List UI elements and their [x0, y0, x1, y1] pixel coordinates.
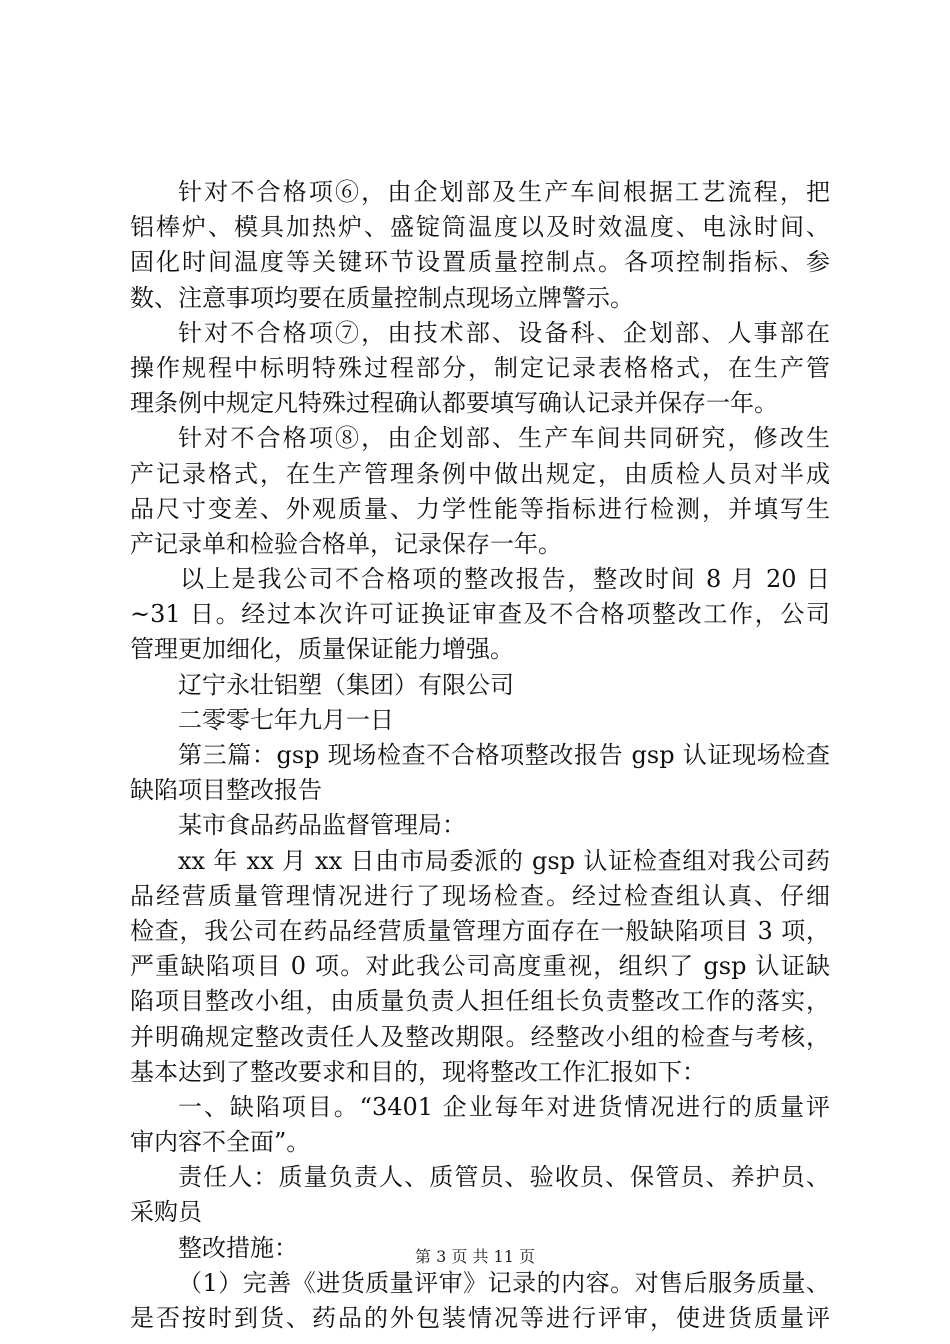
page-number-footer: 第 3 页 共 11 页 — [415, 1247, 535, 1266]
text-line: ~31 日。经过本次许可证换证审查及不合格项整改工作，公司 — [130, 600, 830, 629]
text-line: 采购员 — [130, 1198, 202, 1227]
text-line: 检查，我公司在药品经营质量管理方面存在一般缺陷项目 3 项， — [130, 916, 830, 945]
text-line: 责任人：质量负责人、质管员、验收员、保管员、养护员、 — [178, 1163, 830, 1192]
text-line: 一、缺陷项目。“3401 企业每年对进货情况进行的质量评 — [178, 1092, 830, 1121]
section-heading: 第三篇：gsp 现场检查不合格项整改报告 gsp 认证现场检查 — [178, 741, 830, 769]
text-line: 管理更加细化，质量保证能力增强。 — [130, 635, 514, 664]
text-line: 理条例中规定凡特殊过程确认都要填写确认记录并保存一年。 — [130, 389, 778, 418]
text-line: 严重缺陷项目 0 项。对此我公司高度重视，组织了 gsp 认证缺 — [130, 952, 830, 981]
text-line: xx 年 xx 月 xx 日由市局委派的 gsp 认证检查组对我公司药 — [178, 846, 830, 875]
text-line: 针对不合格项⑦，由技术部、设备科、企划部、人事部在 — [178, 318, 830, 347]
signature-date: 二零零七年九月一日 — [178, 705, 394, 734]
text-line: 审内容不全面”。 — [130, 1128, 311, 1157]
text-line: 针对不合格项⑧，由企划部、生产车间共同研究，修改生 — [178, 424, 830, 453]
text-line: 铝棒炉、模具加热炉、盛锭筒温度以及时效温度、电泳时间、 — [130, 213, 830, 242]
text-line: 固化时间温度等关键环节设置质量控制点。各项控制指标、参 — [130, 248, 830, 277]
text-line: 针对不合格项⑥，由企划部及生产车间根据工艺流程，把 — [178, 178, 830, 206]
text-line: 数、注意事项均要在质量控制点现场立牌警示。 — [130, 283, 634, 312]
text-line: 整改措施： — [178, 1233, 298, 1262]
text-line: 并明确规定整改责任人及整改期限。经整改小组的检查与考核， — [130, 1022, 830, 1051]
text-line: 操作规程中标明特殊过程部分，制定记录表格格式，在生产管 — [130, 353, 830, 382]
text-line: 品经营质量管理情况进行了现场检查。经过检查组认真、仔细 — [130, 881, 830, 910]
section-heading-continued: 缺陷项目整改报告 — [130, 776, 322, 805]
document-body — [130, 175, 830, 1336]
text-line: 以上是我公司不合格项的整改报告，整改时间 8 月 20 日 — [180, 565, 830, 594]
text-line: 产记录格式，在生产管理条例中做出规定，由质检人员对半成 — [130, 459, 830, 488]
text-line: 陷项目整改小组，由质量负责人担任组长负责整改工作的落实， — [130, 987, 830, 1016]
text-line: 基本达到了整改要求和目的，现将整改工作汇报如下： — [130, 1057, 706, 1086]
text-line: 产记录单和检验合格单，记录保存一年。 — [130, 529, 562, 558]
text-line: 品尺寸变差、外观质量、力学性能等指标进行检测，并填写生 — [130, 494, 830, 523]
text-line: 是否按时到货、药品的外包装情况等进行评审，使进货质量评 — [130, 1304, 830, 1332]
signature-company: 辽宁永壮铝塑（集团）有限公司 — [178, 670, 514, 699]
text-line: （1）完善《进货质量评审》记录的内容。对售后服务质量、 — [178, 1268, 830, 1297]
letter-addressee: 某市食品药品监督管理局： — [178, 811, 466, 840]
